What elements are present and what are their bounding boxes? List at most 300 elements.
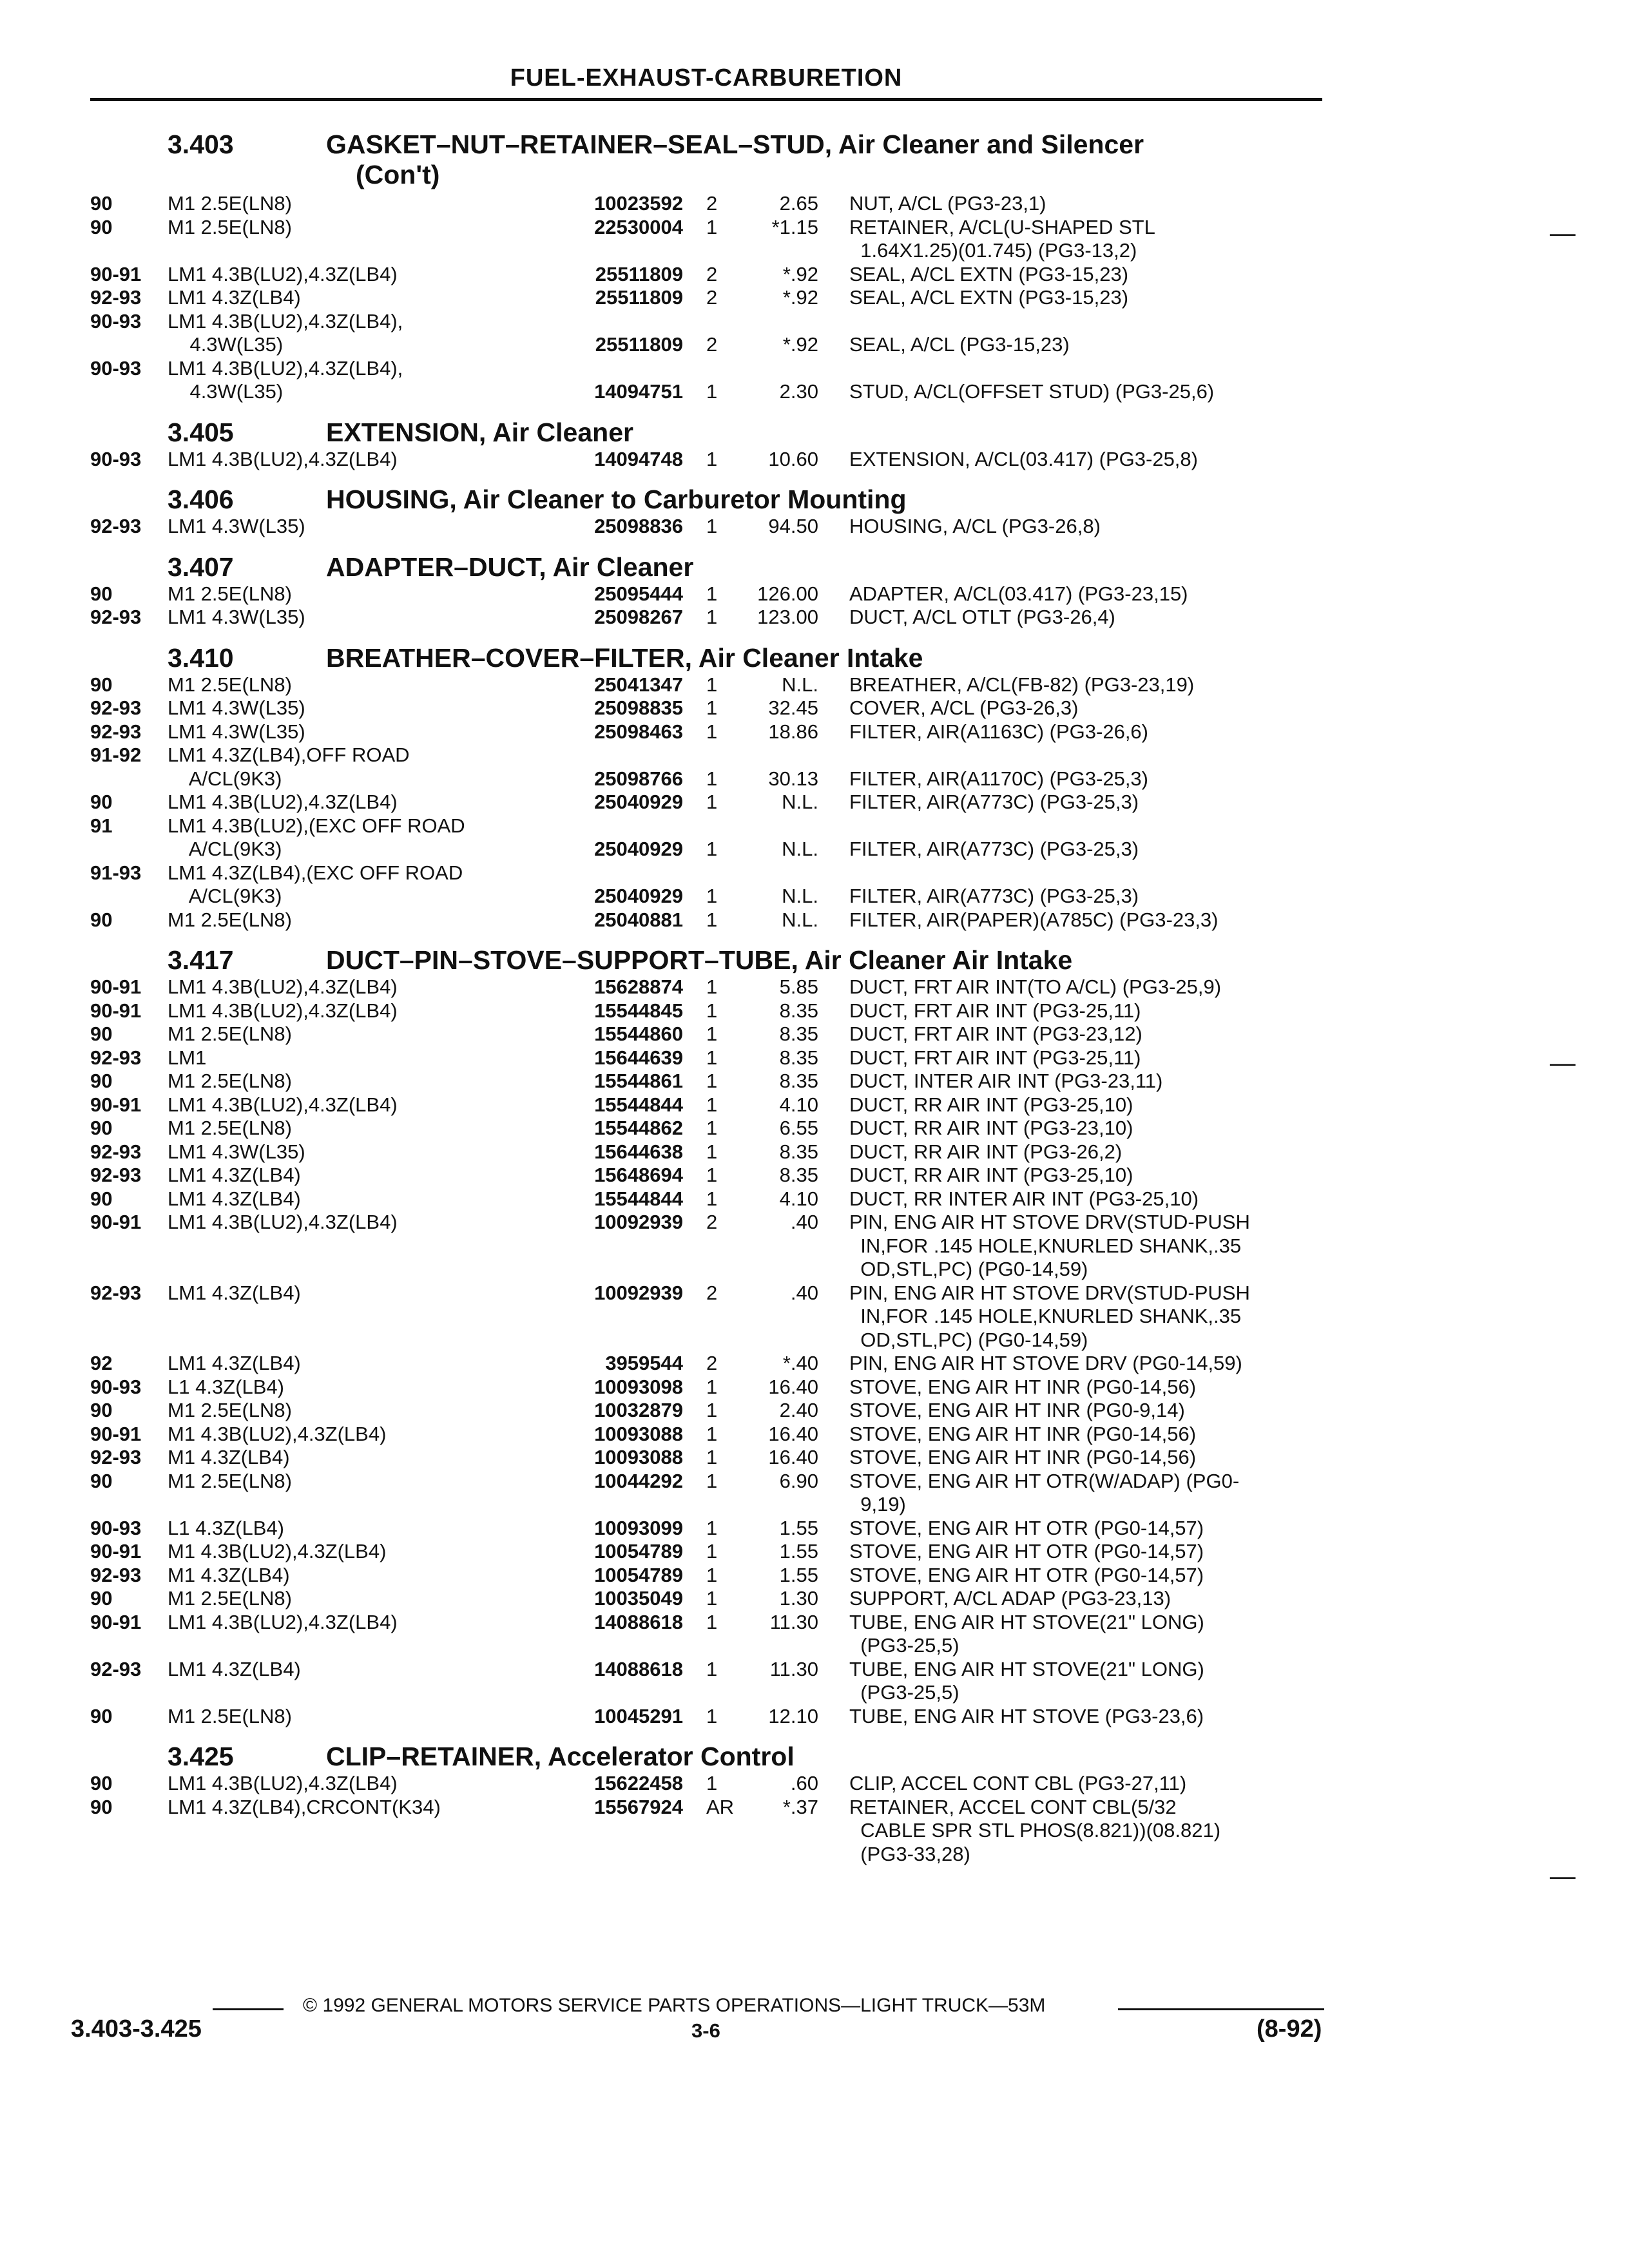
model-description: M1 4.3B(LU2),4.3Z(LB4): [168, 1540, 387, 1562]
model-description: LM1 4.3W(L35): [168, 720, 305, 743]
table-row: [90, 380, 1322, 404]
model-description: LM1 4.3Z(LB4): [168, 1187, 301, 1210]
part-name: FILTER, AIR(A773C) (PG3-25,3): [849, 791, 1139, 813]
table-row: [90, 1681, 1322, 1705]
part-name: (PG3-25,5): [849, 1681, 959, 1704]
table-row: [90, 1658, 1322, 1682]
model-description: M1 2.5E(LN8): [168, 1399, 292, 1421]
price: 16.40: [768, 1422, 818, 1445]
margin-dash-mark: —: [1550, 219, 1576, 247]
price: .40: [790, 1281, 818, 1304]
price: 2.65: [779, 192, 818, 215]
part-name: SUPPORT, A/CL ADAP (PG3-23,13): [849, 1587, 1171, 1610]
part-name: ADAPTER, A/CL(03.417) (PG3-23,15): [849, 582, 1188, 605]
quantity: 1: [706, 1023, 718, 1045]
price: *.92: [782, 333, 818, 356]
part-number: 15628874: [594, 975, 683, 998]
quantity: 2: [706, 1211, 718, 1233]
section-heading: [90, 543, 1322, 582]
price: 4.10: [779, 1093, 818, 1116]
table-row: [90, 1705, 1322, 1729]
quantity: 1: [706, 975, 718, 998]
price: [741, 1819, 818, 1843]
model-description: LM1 4.3Z(LB4): [168, 1657, 301, 1680]
quantity: 2: [706, 333, 718, 356]
price: 8.35: [779, 999, 818, 1022]
price: N.L.: [782, 908, 818, 931]
model-description: L1 4.3Z(LB4): [168, 1516, 284, 1539]
price: 16.40: [768, 1375, 818, 1398]
model-years: 90: [90, 1587, 113, 1610]
part-number: 15544844: [594, 1093, 683, 1116]
table-row: [90, 606, 1322, 629]
quantity: [683, 357, 741, 381]
model-description: [168, 1258, 567, 1282]
model-years: 92-93: [90, 1164, 142, 1186]
model-years: [90, 1329, 168, 1352]
table-row: [90, 767, 1322, 791]
model-years: 90-91: [90, 999, 142, 1022]
table-row: [90, 999, 1322, 1023]
model-description: LM1 4.3Z(LB4): [168, 1352, 301, 1374]
model-description: [168, 1305, 567, 1329]
table-row: [90, 1587, 1322, 1611]
part-name: OD,STL,PC) (PG0-14,59): [849, 1258, 1088, 1280]
price: 1.55: [779, 1516, 818, 1539]
model-years: 92: [90, 1352, 113, 1374]
section-number: 3.407: [168, 552, 234, 582]
model-years: 92-93: [90, 1281, 142, 1304]
model-description: LM1 4.3W(L35): [168, 1140, 305, 1163]
model-years: 92-93: [90, 606, 142, 628]
quantity: [683, 1258, 741, 1282]
model-years: [90, 885, 168, 908]
model-description: M1 2.5E(LN8): [168, 908, 292, 931]
model-years: 90: [90, 1795, 113, 1818]
quantity: 1: [706, 1469, 718, 1492]
model-description: LM1 4.3Z(LB4): [168, 1164, 301, 1186]
part-number: [567, 1235, 683, 1258]
part-name: [818, 357, 1322, 381]
model-description: M1 4.3Z(LB4): [168, 1446, 290, 1468]
part-name: DUCT, RR INTER AIR INT (PG3-25,10): [849, 1187, 1199, 1210]
quantity: 1: [706, 215, 718, 238]
model-years: [90, 767, 168, 791]
part-number: 25098267: [594, 606, 683, 628]
table-row: [90, 192, 1322, 216]
model-years: [90, 1493, 168, 1517]
part-name: [818, 861, 1322, 885]
table-row: [90, 1376, 1322, 1399]
quantity: [683, 1305, 741, 1329]
model-description: L1 4.3Z(LB4): [168, 1375, 284, 1398]
page-header-title: FUEL-EXHAUST-CARBURETION: [510, 64, 903, 91]
model-description: 4.3W(L35): [168, 333, 284, 356]
model-years: 90-91: [90, 975, 142, 998]
model-description: LM1 4.3Z(LB4),OFF ROAD: [168, 744, 410, 766]
quantity: 2: [706, 1281, 718, 1304]
model-years: 92-93: [90, 720, 142, 743]
part-number: 25041347: [594, 673, 683, 696]
part-name: DUCT, INTER AIR INT (PG3-23,11): [849, 1070, 1163, 1092]
quantity: 1: [706, 720, 718, 743]
part-number: [567, 1634, 683, 1658]
table-row: [90, 448, 1322, 472]
footer-copyright: © 1992 GENERAL MOTORS SERVICE PARTS OPERATIONS—LIGHT TRUCK—53M: [303, 1995, 1046, 2016]
price: [741, 1258, 818, 1282]
footer-rule-right: [1118, 2008, 1324, 2010]
price: .40: [790, 1211, 818, 1233]
model-description: LM1 4.3B(LU2),4.3Z(LB4): [168, 791, 398, 813]
table-row: [90, 861, 1322, 885]
model-years: 92-93: [90, 1446, 142, 1468]
model-description: M1 2.5E(LN8): [168, 1117, 292, 1139]
model-years: 90-93: [90, 1375, 142, 1398]
margin-dash-mark: —: [1550, 1049, 1576, 1077]
model-description: LM1 4.3B(LU2),4.3Z(LB4),: [168, 309, 403, 332]
quantity: 1: [706, 673, 718, 696]
table-row: [90, 310, 1322, 334]
part-name: EXTENSION, A/CL(03.417) (PG3-25,8): [849, 447, 1198, 470]
section-heading: [90, 120, 1322, 160]
model-description: LM1 4.3B(LU2),4.3Z(LB4),: [168, 356, 403, 380]
model-description: LM1 4.3Z(LB4): [168, 1281, 301, 1304]
model-years: 91: [90, 814, 113, 837]
model-description: A/CL(9K3): [168, 885, 282, 907]
table-row: [90, 975, 1322, 999]
model-description: LM1 4.3W(L35): [168, 515, 305, 537]
part-name: BREATHER, A/CL(FB-82) (PG3-23,19): [849, 673, 1195, 696]
model-years: 90: [90, 192, 113, 215]
table-row: [90, 239, 1322, 263]
quantity: 1: [706, 1563, 718, 1586]
model-description: LM1 4.3B(LU2),4.3Z(LB4): [168, 1093, 398, 1116]
part-number: 15567924: [594, 1795, 683, 1818]
part-number: 14088618: [594, 1610, 683, 1633]
model-description: [168, 1634, 567, 1658]
section-title: DUCT–PIN–STOVE–SUPPORT–TUBE, Air Cleaner Air Intake: [326, 945, 1073, 975]
part-name: STOVE, ENG AIR HT INR (PG0-14,56): [849, 1375, 1197, 1398]
model-years: 92-93: [90, 1563, 142, 1586]
model-years: [90, 239, 168, 263]
model-description: M1 2.5E(LN8): [168, 215, 292, 238]
quantity: 1: [706, 1610, 718, 1633]
quantity: 1: [706, 380, 718, 403]
model-description: 4.3W(L35): [168, 380, 284, 403]
quantity: 1: [706, 999, 718, 1022]
table-row: [90, 1423, 1322, 1446]
section-title: HOUSING, Air Cleaner to Carburetor Mounting: [326, 485, 907, 514]
price: [741, 357, 818, 381]
model-description: LM1 4.3Z(LB4),(EXC OFF ROAD: [168, 861, 463, 884]
quantity: [683, 1235, 741, 1258]
part-name: SEAL, A/CL (PG3-15,23): [849, 333, 1070, 356]
model-years: 92-93: [90, 1140, 142, 1163]
model-description: [168, 1493, 567, 1517]
table-row: [90, 838, 1322, 861]
model-description: LM1 4.3Z(LB4),CRCONT(K34): [168, 1795, 441, 1818]
model-description: [168, 1819, 567, 1843]
table-row: [90, 697, 1322, 720]
model-description: M1 2.5E(LN8): [168, 192, 292, 215]
table-row: [90, 216, 1322, 240]
model-description: LM1 4.3W(L35): [168, 697, 305, 719]
quantity: [683, 814, 741, 838]
part-number: 10044292: [594, 1469, 683, 1492]
model-description: M1 4.3B(LU2),4.3Z(LB4): [168, 1422, 387, 1445]
model-description: LM1 4.3B(LU2),4.3Z(LB4): [168, 975, 398, 998]
quantity: 2: [706, 192, 718, 215]
quantity: AR: [706, 1795, 735, 1818]
table-row: [90, 1070, 1322, 1093]
table-row: [90, 1493, 1322, 1517]
table-row: [90, 1329, 1322, 1352]
price: 16.40: [768, 1446, 818, 1468]
part-number: 15644638: [594, 1140, 683, 1163]
model-years: 90: [90, 582, 113, 605]
part-number: 25511809: [595, 262, 683, 285]
quantity: 2: [706, 262, 718, 285]
quantity: 1: [706, 1399, 718, 1421]
table-row: [90, 1517, 1322, 1541]
price: 8.35: [779, 1140, 818, 1163]
model-years: 90-91: [90, 1540, 142, 1562]
part-number: 10045291: [594, 1704, 683, 1727]
model-description: M1 2.5E(LN8): [168, 1587, 292, 1610]
part-name: DUCT, FRT AIR INT (PG3-25,11): [849, 1046, 1141, 1069]
model-years: 90-91: [90, 262, 142, 285]
table-row: [90, 1843, 1322, 1867]
quantity: [683, 1329, 741, 1352]
model-years: 90-93: [90, 1516, 142, 1539]
part-name: SEAL, A/CL EXTN (PG3-15,23): [849, 262, 1129, 285]
model-years: [90, 1235, 168, 1258]
price: [741, 1681, 818, 1705]
price: *.92: [782, 286, 818, 309]
section-heading: [90, 633, 1322, 673]
part-number: 25040929: [594, 838, 683, 860]
quantity: 1: [706, 606, 718, 628]
part-number: 14094751: [594, 380, 683, 403]
model-years: 90: [90, 908, 113, 931]
part-number: 10092939: [594, 1281, 683, 1304]
part-name: IN,FOR .145 HOLE,KNURLED SHANK,.35: [849, 1305, 1242, 1327]
table-row: [90, 1305, 1322, 1329]
quantity: 1: [706, 1046, 718, 1069]
part-name: FILTER, AIR(PAPER)(A785C) (PG3-23,3): [849, 908, 1219, 931]
quantity: 1: [706, 1772, 718, 1794]
table-row: [90, 1023, 1322, 1046]
price: 5.85: [779, 975, 818, 998]
quantity: 2: [706, 286, 718, 309]
model-description: [168, 1681, 567, 1705]
table-row: [90, 582, 1322, 606]
part-number: [567, 814, 683, 838]
quantity: 1: [706, 447, 718, 470]
section-title: CLIP–RETAINER, Accelerator Control: [326, 1742, 795, 1771]
part-number: 10093099: [594, 1516, 683, 1539]
part-name: DUCT, FRT AIR INT (PG3-23,12): [849, 1023, 1142, 1045]
model-years: [90, 1843, 168, 1867]
part-name: RETAINER, ACCEL CONT CBL(5/32: [849, 1795, 1177, 1818]
model-description: M1 2.5E(LN8): [168, 1704, 292, 1727]
model-years: 92-93: [90, 515, 142, 537]
part-number: [567, 1493, 683, 1517]
part-name: SEAL, A/CL EXTN (PG3-15,23): [849, 286, 1129, 309]
part-name: STOVE, ENG AIR HT OTR (PG0-14,57): [849, 1516, 1204, 1539]
price: N.L.: [782, 838, 818, 860]
model-description: LM1 4.3B(LU2),4.3Z(LB4): [168, 262, 398, 285]
model-description: [168, 1235, 567, 1258]
price: 94.50: [768, 515, 818, 537]
part-number: [567, 310, 683, 334]
price: 8.35: [779, 1046, 818, 1069]
price: 1.30: [779, 1587, 818, 1610]
part-name: PIN, ENG AIR HT STOVE DRV(STUD-PUSH: [849, 1281, 1250, 1304]
part-name: HOUSING, A/CL (PG3-26,8): [849, 515, 1101, 537]
price: 8.35: [779, 1164, 818, 1186]
part-number: 10093088: [594, 1446, 683, 1468]
part-name: FILTER, AIR(A773C) (PG3-25,3): [849, 885, 1139, 907]
part-number: 14088618: [594, 1657, 683, 1680]
part-name: STOVE, ENG AIR HT INR (PG0-14,56): [849, 1422, 1197, 1445]
quantity: 1: [706, 1187, 718, 1210]
part-name: TUBE, ENG AIR HT STOVE(21" LONG): [849, 1657, 1204, 1680]
part-name: TUBE, ENG AIR HT STOVE (PG3-23,6): [849, 1704, 1204, 1727]
model-years: 92-93: [90, 1046, 142, 1069]
section-heading: [90, 1732, 1322, 1772]
model-years: [90, 1634, 168, 1658]
table-row: [90, 1046, 1322, 1070]
quantity: [683, 1681, 741, 1705]
model-years: 91-92: [90, 744, 142, 766]
price: 2.40: [779, 1399, 818, 1421]
part-name: FILTER, AIR(A773C) (PG3-25,3): [849, 838, 1139, 860]
part-number: 25098835: [594, 697, 683, 719]
section-number: 3.425: [168, 1742, 234, 1771]
model-description: M1 2.5E(LN8): [168, 582, 292, 605]
part-name: [818, 814, 1322, 838]
part-name: STUD, A/CL(OFFSET STUD) (PG3-25,6): [849, 380, 1215, 403]
model-years: 90: [90, 1023, 113, 1045]
price: 11.30: [769, 1610, 818, 1633]
price: N.L.: [782, 673, 818, 696]
part-name: TUBE, ENG AIR HT STOVE(21" LONG): [849, 1610, 1204, 1633]
table-row: [90, 1540, 1322, 1564]
table-row: [90, 1187, 1322, 1211]
part-number: 10054789: [594, 1540, 683, 1562]
part-name: [818, 744, 1322, 767]
price: 6.90: [779, 1469, 818, 1492]
part-name: 9,19): [849, 1493, 906, 1515]
model-description: LM1 4.3B(LU2),(EXC OFF ROAD: [168, 814, 465, 837]
part-number: [567, 357, 683, 381]
section-number: 3.417: [168, 945, 234, 975]
part-number: 10032879: [594, 1399, 683, 1421]
table-row: [90, 1634, 1322, 1658]
footer-section-range: 3.403-3.425: [71, 2015, 202, 2042]
model-years: 90: [90, 791, 113, 813]
parts-catalog-content: [90, 116, 1322, 1866]
price: *1.15: [771, 215, 818, 238]
model-description: [168, 239, 567, 263]
table-row: [90, 1211, 1322, 1235]
table-row: [90, 263, 1322, 287]
model-description: LM1 4.3B(LU2),4.3Z(LB4): [168, 1211, 398, 1233]
price: *.92: [782, 262, 818, 285]
model-years: 90: [90, 215, 113, 238]
part-name: STOVE, ENG AIR HT OTR (PG0-14,57): [849, 1540, 1204, 1562]
model-description: M1 2.5E(LN8): [168, 1023, 292, 1045]
model-years: 90-93: [90, 447, 142, 470]
model-description: [168, 1843, 567, 1867]
quantity: 1: [706, 1140, 718, 1163]
part-name: FILTER, AIR(A1170C) (PG3-25,3): [849, 767, 1149, 790]
model-years: 90: [90, 1117, 113, 1139]
table-row: [90, 1352, 1322, 1376]
quantity: 1: [706, 838, 718, 860]
quantity: 1: [706, 908, 718, 931]
model-description: M1 2.5E(LN8): [168, 1469, 292, 1492]
price: *.40: [782, 1352, 818, 1374]
part-number: 3959544: [605, 1352, 683, 1374]
table-row: [90, 1564, 1322, 1588]
model-years: [90, 1681, 168, 1705]
quantity: [683, 1634, 741, 1658]
model-years: 90: [90, 1704, 113, 1727]
margin-dash-mark: —: [1550, 1862, 1576, 1890]
section-title: GASKET–NUT–RETAINER–SEAL–STUD, Air Cleaner and Silencer: [326, 130, 1144, 159]
footer-date-code: (8-92): [1257, 2015, 1322, 2042]
price: 1.55: [779, 1563, 818, 1586]
model-description: [168, 1329, 567, 1352]
part-number: 15644639: [594, 1046, 683, 1069]
part-name: DUCT, A/CL OTLT (PG3-26,4): [849, 606, 1115, 628]
model-years: 91-93: [90, 861, 142, 884]
price: [741, 861, 818, 885]
part-number: [567, 861, 683, 885]
price: 18.86: [768, 720, 818, 743]
table-row: [90, 791, 1322, 814]
price: N.L.: [782, 885, 818, 907]
part-number: [567, 239, 683, 263]
price: 126.00: [757, 582, 818, 605]
section-title: BREATHER–COVER–FILTER, Air Cleaner Intake: [326, 642, 923, 673]
part-name: CLIP, ACCEL CONT CBL (PG3-27,11): [849, 1772, 1187, 1794]
quantity: [683, 239, 741, 263]
part-number: 15622458: [594, 1772, 683, 1794]
model-description: M1 2.5E(LN8): [168, 1070, 292, 1092]
price: 8.35: [779, 1023, 818, 1045]
price: 123.00: [757, 606, 818, 628]
part-number: 14094748: [594, 447, 683, 470]
table-row: [90, 744, 1322, 767]
part-number: 15544845: [594, 999, 683, 1022]
model-years: 92-93: [90, 697, 142, 719]
part-number: 10092939: [594, 1211, 683, 1233]
quantity: 1: [706, 582, 718, 605]
model-description: M1 4.3Z(LB4): [168, 1563, 290, 1586]
table-row: [90, 814, 1322, 838]
part-name: DUCT, RR AIR INT (PG3-25,10): [849, 1164, 1133, 1186]
part-number: 25511809: [595, 286, 683, 309]
part-name: COVER, A/CL (PG3-26,3): [849, 697, 1079, 719]
model-description: LM1 4.3W(L35): [168, 606, 305, 628]
quantity: [683, 1843, 741, 1867]
part-number: 10093098: [594, 1375, 683, 1398]
model-years: [90, 1305, 168, 1329]
quantity: 1: [706, 1657, 718, 1680]
